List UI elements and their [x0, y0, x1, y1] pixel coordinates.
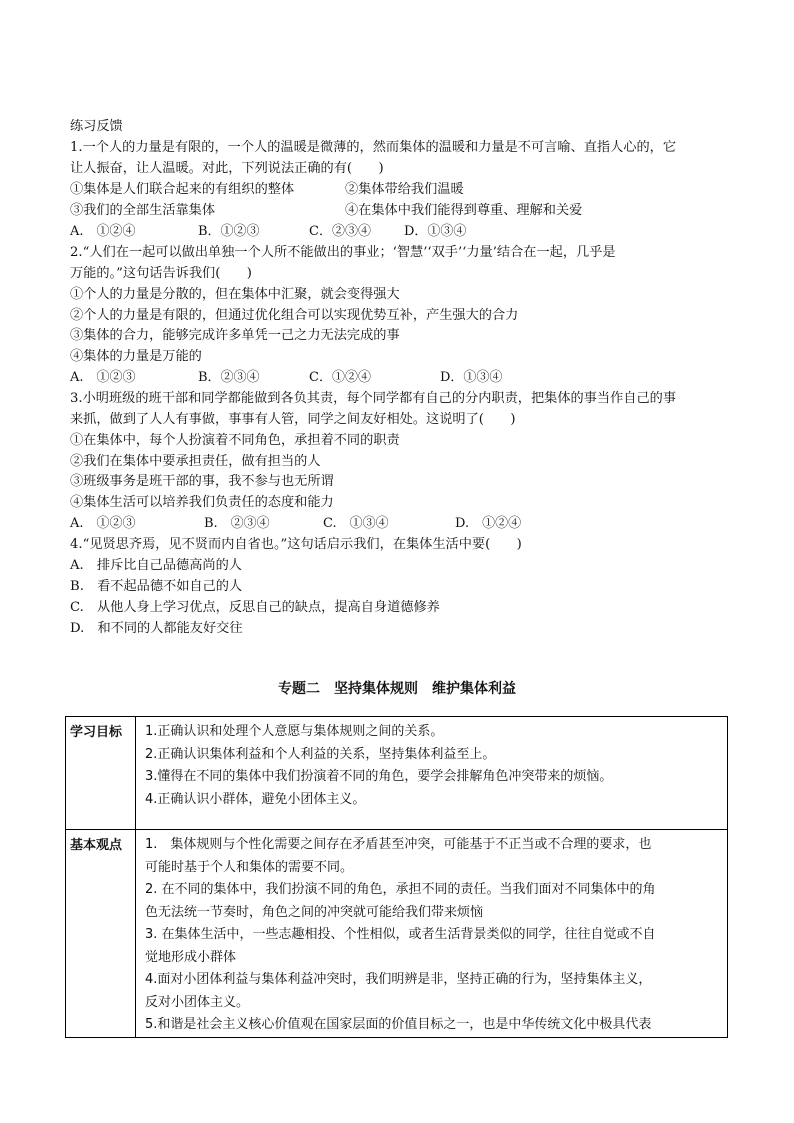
q4-option-c: C. 从他人身上学习优点，反思自己的缺点，提高自身道德修养	[70, 600, 440, 615]
viewpoint-line: 5.和谐是社会主义核心价值观在国家层面的价值目标之一，也是中华传统文化中极具代表	[145, 1017, 652, 1032]
goals-header: 学习目标	[66, 717, 136, 830]
goal-line: 1.正确认识和处理个人意愿与集体规则之间的关系。	[145, 724, 444, 739]
q1-option-b: B．①②③	[198, 224, 260, 239]
q1-option-c: C．②③④	[309, 224, 371, 239]
table-row-viewpoints	[66, 830, 728, 1038]
q4-stem: 4.“见贤思齐焉，见不贤而内自省也。”这句话启示我们，在集体生活中要( )	[70, 537, 522, 552]
topic-title: 专题二 坚持集体规则 维护集体利益	[278, 681, 516, 697]
q2-option-c: C．①②④	[309, 370, 371, 385]
q2-item-2: ②个人的力量是有限的，但通过优化组合可以实现优势互补，产生强大的合力	[70, 308, 519, 323]
q1-option-a: A. ①②④	[70, 224, 136, 239]
q3-item-2: ②我们在集体中要承担责任，做有担当的人	[70, 454, 321, 469]
viewpoint-line: 可能时基于个人和集体的需要不同。	[145, 859, 354, 875]
q3-stem-line1: 3.小明班级的班干部和同学都能做到各负其责，每个同学都有自己的分内职责，把集体的事当作自己的事	[70, 391, 677, 406]
q3-item-3: ③班级事务是班干部的事，我不参与也无所谓	[70, 474, 334, 489]
q1-item-4: ④在集体中我们能得到尊重、理解和关爱	[345, 203, 583, 218]
q3-item-4: ④集体生活可以培养我们负责任的态度和能力	[70, 495, 334, 510]
q2-option-a: A. ①②③	[70, 370, 136, 385]
viewpoints-header: 基本观点	[66, 830, 136, 1038]
viewpoint-line: 1. 集体规则与个性化需要之间存在矛盾甚至冲突，可能基于不正当或不合理的要求，也	[145, 837, 652, 852]
goal-line: 3.懂得在不同的集体中我们扮演着不同的角色，要学会排解角色冲突带来的烦恼。	[145, 769, 613, 784]
goals-cell	[136, 717, 728, 830]
q3-item-1: ①在集体中，每个人扮演着不同角色，承担着不同的职责	[70, 433, 400, 448]
q1-option-d: D．①③④	[404, 224, 467, 239]
viewpoint-line: 2. 在不同的集体中，我们扮演不同的角色，承担不同的责任。当我们面对不同集体中的角	[145, 882, 656, 897]
q4-option-d: D. 和不同的人都能友好交往	[70, 621, 243, 636]
q3-option-c: C. ①③④	[323, 516, 389, 531]
q2-stem-line1: 2.“人们在一起可以做出单独一个人所不能做出的事业；‘智慧’‘双手’‘力量’结合在一起，几乎是	[70, 245, 616, 260]
q1-item-2: ②集体带给我们温暖	[345, 182, 464, 197]
q3-stem-line2: 来抓，做到了人人有事做，事事有人管，同学之间友好相处。这说明了( )	[70, 412, 516, 427]
viewpoint-line: 色无法统一节奏时，角色之间的冲突就可能给我们带来烦恼	[145, 904, 484, 920]
goal-line: 2.正确认识集体利益和个人利益的关系，坚持集体利益至上。	[145, 746, 496, 762]
q4-option-b: B. 看不起品德不如自己的人	[70, 579, 243, 594]
q2-item-4: ④集体的力量是万能的	[70, 349, 202, 364]
q2-item-3: ③集体的合力，能够完成许多单凭一己之力无法完成的事	[70, 328, 400, 343]
q1-item-1: ①集体是人们联合起来的有组织的整体	[70, 182, 295, 197]
q2-option-b: B．②③④	[198, 370, 260, 385]
q3-option-b: B. ②③④	[204, 516, 270, 531]
learning-table	[65, 716, 728, 1038]
q3-option-a: A. ①②③	[70, 516, 136, 531]
q1-stem-line1: 1.一个人的力量是有限的，一个人的温暖是微薄的，然而集体的温暖和力量是不可言喻、直指人心的，它	[70, 140, 677, 155]
q2-stem-line2: 万能的。”这句话告诉我们( )	[70, 266, 252, 281]
q2-option-d: D．①③④	[440, 370, 503, 385]
q3-option-d: D. ①②④	[455, 516, 522, 531]
q1-stem-line2: 让人振奋，让人温暖。对此，下列说法正确的有( )	[70, 161, 384, 176]
table-row-goals	[66, 717, 728, 830]
viewpoint-line: 觉地形成小群体	[145, 949, 237, 965]
viewpoint-line: 4.面对小团体利益与集体利益冲突时，我们明辨是非，坚持正确的行为，坚持集体主义，	[145, 972, 652, 987]
viewpoints-cell	[136, 830, 728, 1038]
viewpoint-line: 反对小团体主义。	[145, 994, 250, 1010]
goal-line: 4.正确认识小群体，避免小团体主义。	[145, 791, 366, 807]
section-heading: 练习反馈	[70, 119, 123, 134]
viewpoint-line: 3. 在集体生活中，一些志趣相投、个性相似，或者生活背景类似的同学，往往自觉或不自	[145, 927, 656, 942]
q1-item-3: ③我们的全部生活靠集体	[70, 203, 216, 218]
q4-option-a: A. 排斥比自己品德高尚的人	[70, 558, 242, 573]
q2-item-1: ①个人的力量是分散的，但在集体中汇聚，就会变得强大	[70, 287, 400, 302]
